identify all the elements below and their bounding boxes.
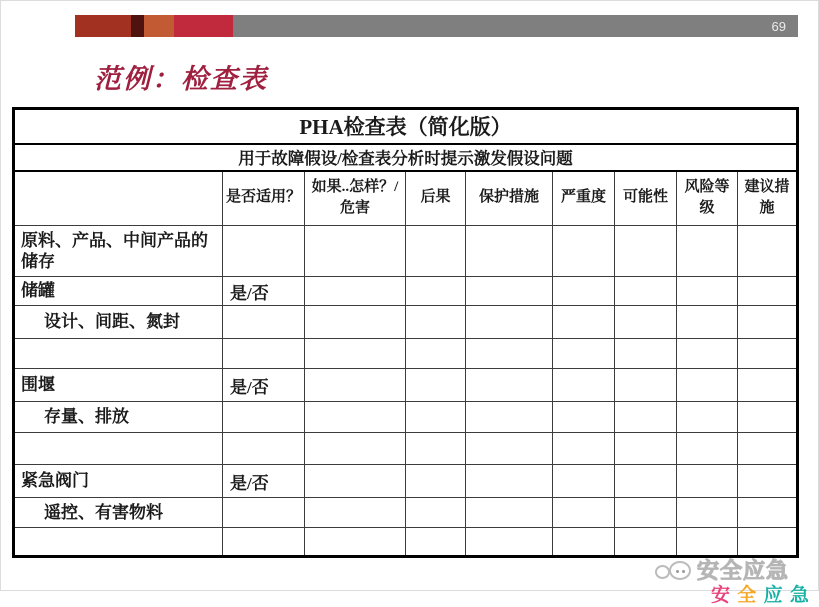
applicable-cell: 是/否 [223, 369, 305, 402]
empty-cell [615, 277, 677, 306]
empty-cell [305, 277, 406, 306]
empty-cell [738, 433, 798, 465]
applicable-cell [223, 498, 305, 528]
empty-cell [615, 369, 677, 402]
watermark-colorful-text: 安 全 应 急 [711, 585, 810, 606]
empty-cell [615, 433, 677, 465]
applicable-cell [223, 226, 305, 277]
empty-cell [406, 339, 466, 369]
table-row [14, 306, 798, 339]
table-row [14, 369, 798, 402]
applicable-cell: 是/否 [223, 277, 305, 306]
empty-cell [466, 277, 553, 306]
row-label-cell: 存量、排放 [14, 402, 223, 433]
table-row [14, 339, 798, 369]
empty-cell [466, 433, 553, 465]
row-label-cell: 围堰 [14, 369, 223, 402]
empty-cell [615, 306, 677, 339]
empty-cell [406, 306, 466, 339]
column-header-applicable: 是否适用？ [223, 171, 305, 226]
empty-cell [677, 226, 738, 277]
table-row [14, 433, 798, 465]
row-label-cell: 设计、间距、氮封 [14, 306, 223, 339]
slide-heading: 范例：检查表 [94, 64, 268, 94]
empty-cell [677, 465, 738, 498]
empty-cell [677, 369, 738, 402]
empty-cell [677, 433, 738, 465]
empty-cell [738, 528, 798, 557]
empty-cell [677, 528, 738, 557]
accent-block-2 [131, 15, 144, 37]
accent-block-3 [144, 15, 174, 37]
empty-cell [553, 528, 615, 557]
empty-cell [466, 226, 553, 277]
applicable-cell [223, 528, 305, 557]
empty-cell [305, 402, 406, 433]
empty-cell [553, 339, 615, 369]
empty-cell [615, 339, 677, 369]
watermark-outline-text: 安全应急 [697, 558, 790, 583]
empty-cell [553, 369, 615, 402]
empty-cell [406, 226, 466, 277]
empty-cell [738, 498, 798, 528]
empty-cell [406, 498, 466, 528]
empty-cell [615, 465, 677, 498]
empty-cell [466, 402, 553, 433]
empty-cell [466, 498, 553, 528]
empty-cell [738, 402, 798, 433]
applicable-cell [223, 339, 305, 369]
empty-cell [738, 369, 798, 402]
chat-bubbles-icon [653, 557, 697, 583]
applicable-cell: 是/否 [223, 465, 305, 498]
top-accent-bar [75, 15, 798, 37]
empty-cell [466, 339, 553, 369]
empty-cell [677, 306, 738, 339]
row-label-cell: 紧急阀门 [14, 465, 223, 498]
row-label-cell: 遥控、有害物料 [14, 498, 223, 528]
empty-cell [305, 465, 406, 498]
empty-cell [406, 402, 466, 433]
empty-cell [553, 465, 615, 498]
applicable-cell [223, 433, 305, 465]
pha-table [12, 107, 799, 558]
empty-cell [553, 306, 615, 339]
empty-cell [738, 226, 798, 277]
empty-cell [466, 465, 553, 498]
page-number: 69 [771, 18, 786, 34]
empty-cell [615, 226, 677, 277]
table-row [14, 226, 798, 277]
empty-cell [406, 465, 466, 498]
empty-cell [553, 277, 615, 306]
column-header-likelihood: 可能性 [615, 171, 677, 226]
accent-block-1 [75, 15, 131, 37]
empty-cell [305, 306, 406, 339]
row-label-cell: 原料、产品、中间产品的储存 [14, 226, 223, 277]
table-row [14, 498, 798, 528]
empty-cell [466, 369, 553, 402]
column-header-item [14, 171, 223, 226]
table-row [14, 465, 798, 498]
empty-cell [305, 433, 406, 465]
row-label-cell: 储罐 [14, 277, 223, 306]
empty-cell [466, 528, 553, 557]
empty-cell [406, 528, 466, 557]
empty-cell [305, 339, 406, 369]
column-header-severity: 严重度 [553, 171, 615, 226]
empty-cell [305, 369, 406, 402]
applicable-cell [223, 306, 305, 339]
empty-cell [305, 528, 406, 557]
empty-cell [553, 433, 615, 465]
empty-cell [677, 277, 738, 306]
column-header-consequence: 后果 [406, 171, 466, 226]
empty-cell [406, 433, 466, 465]
empty-cell [305, 498, 406, 528]
empty-cell [406, 277, 466, 306]
column-header-risk-rank: 风险等级 [677, 171, 738, 226]
empty-cell [677, 402, 738, 433]
column-header-whatif: 如果..怎样？/危害 [305, 171, 406, 226]
table-subtitle: 用于故障假设/检查表分析时提示激发假设问题 [14, 144, 798, 171]
empty-cell [615, 528, 677, 557]
row-label-cell [14, 528, 223, 557]
empty-cell [466, 306, 553, 339]
page-number-area [233, 15, 798, 37]
table-row [14, 528, 798, 557]
empty-cell [677, 498, 738, 528]
row-label-cell [14, 433, 223, 465]
empty-cell [738, 277, 798, 306]
table-title: PHA检查表（简化版） [14, 109, 798, 144]
empty-cell [305, 226, 406, 277]
empty-cell [677, 339, 738, 369]
empty-cell [738, 465, 798, 498]
column-header-recommendation: 建议措施 [738, 171, 798, 226]
column-header-safeguards: 保护措施 [466, 171, 553, 226]
empty-cell [553, 402, 615, 433]
applicable-cell [223, 402, 305, 433]
row-label-cell [14, 339, 223, 369]
table-row [14, 277, 798, 306]
empty-cell [738, 306, 798, 339]
empty-cell [406, 369, 466, 402]
accent-block-4 [174, 15, 233, 37]
empty-cell [615, 498, 677, 528]
table-row [14, 402, 798, 433]
empty-cell [553, 226, 615, 277]
empty-cell [738, 339, 798, 369]
empty-cell [553, 498, 615, 528]
watermark [653, 554, 819, 606]
empty-cell [615, 402, 677, 433]
